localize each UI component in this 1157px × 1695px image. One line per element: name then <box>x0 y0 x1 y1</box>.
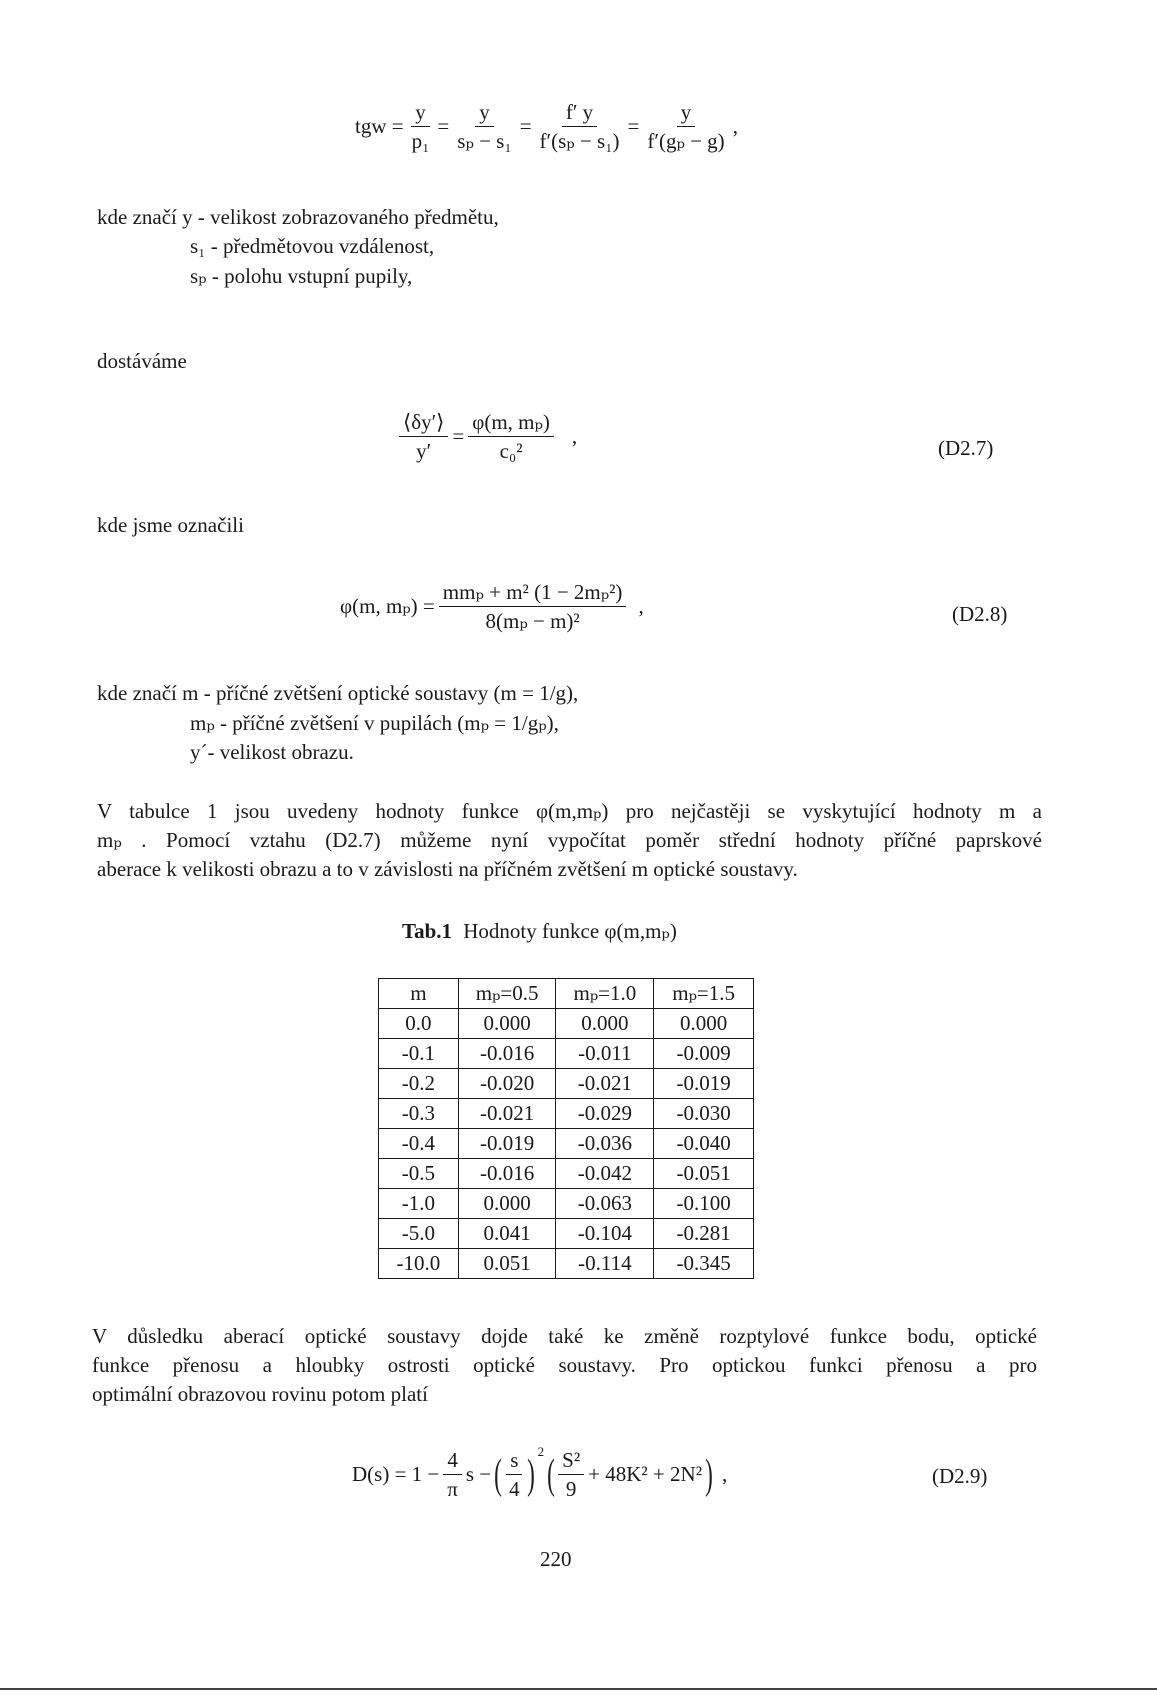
d29-lhs: D(s) = 1 − <box>352 1462 440 1486</box>
fraction <box>439 580 627 633</box>
table-cell: -0.1 <box>379 1039 459 1069</box>
left-paren: ( <box>494 1451 502 1498</box>
table-row <box>379 1009 754 1039</box>
fraction-numerator: y <box>475 100 494 127</box>
where-item: s₁ - předmětovou vzdálenost, <box>190 234 435 258</box>
table-cell: -0.020 <box>458 1069 556 1099</box>
fraction <box>453 100 515 153</box>
where-item: mₚ - příčné zvětšení v pupilách (mₚ = 1/gₚ), <box>190 711 559 735</box>
equation-number: (D2.9) <box>932 1464 988 1488</box>
table-cell: -0.104 <box>556 1219 654 1249</box>
equals-sign: = <box>437 114 450 138</box>
table-row <box>379 1189 754 1219</box>
table-row <box>379 1099 754 1129</box>
fraction-denominator: c₀² <box>499 439 523 463</box>
fraction-denominator: 9 <box>565 1477 577 1501</box>
where-intro: kde značí m - příčné zvětšení optické soustavy (m = 1/g), <box>97 681 579 705</box>
fraction-denominator: p₁ <box>411 129 430 153</box>
table-caption-label: Tab.1 <box>402 919 453 943</box>
table-header-cell: m <box>379 979 459 1009</box>
equation-tgw <box>355 100 738 153</box>
fraction <box>505 1448 524 1501</box>
paragraph-line: V důsledku aberací optické soustavy dojde také ke změně rozptylové funkce bodu, optické <box>92 1324 1037 1348</box>
table-header-cell: mₚ=0.5 <box>458 979 556 1009</box>
table-header-row <box>379 979 754 1009</box>
fraction <box>643 100 728 153</box>
table-cell: -0.042 <box>556 1159 654 1189</box>
oznacili-text: kde jsme označili <box>97 513 244 537</box>
fraction <box>408 100 434 153</box>
fraction <box>558 1448 584 1501</box>
table-cell: -0.021 <box>556 1069 654 1099</box>
d28-lhs: φ(m, mₚ) = <box>340 594 435 618</box>
table-row <box>379 1249 754 1279</box>
table-header-cell: mₚ=1.5 <box>654 979 754 1009</box>
table-cell: -0.019 <box>458 1129 556 1159</box>
paragraph-line: mₚ . Pomocí vztahu (D2.7) můžeme nyní vypočítat poměr střední hodnoty příčné paprskové <box>97 828 1042 852</box>
right-paren: ) <box>705 1451 713 1498</box>
table-cell: -0.5 <box>379 1159 459 1189</box>
fraction-numerator: f′ y <box>562 100 597 127</box>
fraction-denominator: 4 <box>509 1477 520 1501</box>
table-cell: -10.0 <box>379 1249 459 1279</box>
fraction <box>468 410 554 463</box>
paragraph <box>92 1322 1037 1409</box>
table-row <box>379 1129 754 1159</box>
table-cell: -0.029 <box>556 1099 654 1129</box>
fraction-denominator: f′(gₚ − g) <box>647 129 725 153</box>
paragraph-line: funkce přenosu a hloubky ostrosti optické soustavy. Pro optickou funkci přenosu a pro <box>92 1353 1037 1377</box>
table-row <box>379 1069 754 1099</box>
table-cell: -5.0 <box>379 1219 459 1249</box>
fraction <box>399 410 448 463</box>
table-cell: -1.0 <box>379 1189 459 1219</box>
equation-number: (D2.7) <box>938 436 994 460</box>
table-cell: 0.0 <box>379 1009 459 1039</box>
comma: , <box>721 1462 728 1486</box>
page-bottom-edge <box>0 1688 1157 1690</box>
paragraph <box>97 797 1042 884</box>
paragraph-line: V tabulce 1 jsou uvedeny hodnoty funkce φ(m,mₚ) pro nejčastěji se vyskytující hodnoty m a <box>97 799 1042 823</box>
table-cell: -0.040 <box>654 1129 754 1159</box>
fraction-denominator: 8(mₚ − m)² <box>485 609 580 633</box>
table-row <box>379 1159 754 1189</box>
table-cell: -0.011 <box>556 1039 654 1069</box>
page-number: 220 <box>540 1547 572 1571</box>
table-cell: -0.063 <box>556 1189 654 1219</box>
comma: , <box>638 594 644 618</box>
table-cell: -0.019 <box>654 1069 754 1099</box>
fraction-numerator: ⟨δy′⟩ <box>399 410 448 437</box>
dostavame-text: dostáváme <box>97 349 187 373</box>
right-paren: ) <box>526 1451 535 1498</box>
left-paren: ( <box>547 1451 555 1498</box>
table-cell: -0.030 <box>654 1099 754 1129</box>
fraction-denominator: π <box>447 1477 458 1501</box>
table-cell: -0.051 <box>654 1159 754 1189</box>
table-cell: 0.000 <box>556 1009 654 1039</box>
equals-sign: = <box>627 114 640 138</box>
fraction-numerator: 4 <box>443 1448 462 1475</box>
comma: , <box>571 424 578 448</box>
table-cell: 0.000 <box>654 1009 754 1039</box>
exponent: 2 <box>537 1444 545 1459</box>
where-item: y´- velikost obrazu. <box>190 740 354 764</box>
table-cell: -0.016 <box>458 1039 556 1069</box>
table-caption <box>402 916 677 946</box>
fraction-numerator: φ(m, mₚ) <box>468 410 554 437</box>
table-cell: -0.009 <box>654 1039 754 1069</box>
fraction-denominator: sₚ − s₁ <box>457 129 512 153</box>
values-table <box>378 978 754 1279</box>
table-cell: -0.4 <box>379 1129 459 1159</box>
table-cell: -0.345 <box>654 1249 754 1279</box>
equals-sign: = <box>452 424 465 448</box>
equation-d29 <box>352 1444 728 1501</box>
table-header-cell: mₚ=1.0 <box>556 979 654 1009</box>
table-cell: 0.000 <box>458 1189 556 1219</box>
d29-mid: s − <box>465 1462 492 1486</box>
fraction-denominator: f′(sₚ − s₁) <box>539 129 620 153</box>
equals-sign: = <box>519 114 532 138</box>
table-cell: -0.016 <box>458 1159 556 1189</box>
table-cell: 0.000 <box>458 1009 556 1039</box>
table-cell: -0.100 <box>654 1189 754 1219</box>
fraction <box>443 1448 462 1501</box>
table-cell: -0.281 <box>654 1219 754 1249</box>
table-caption-text: Hodnoty funkce φ(m,mₚ) <box>463 919 677 943</box>
table-cell: -0.2 <box>379 1069 459 1099</box>
fraction <box>536 100 624 153</box>
comma: , <box>732 114 738 138</box>
fraction-numerator: S² <box>558 1448 584 1475</box>
d29-rest: + 48K² + 2N² <box>588 1462 702 1486</box>
table-cell: -0.021 <box>458 1099 556 1129</box>
fraction-numerator: y <box>411 100 430 127</box>
fraction-numerator: mmₚ + m² (1 − 2mₚ²) <box>439 580 627 607</box>
table-cell: 0.051 <box>458 1249 556 1279</box>
equation-d27 <box>395 410 577 463</box>
table-cell: 0.041 <box>458 1219 556 1249</box>
fraction-numerator: s <box>506 1448 522 1475</box>
table-row <box>379 1039 754 1069</box>
paragraph-line: optimální obrazovou rovinu potom platí <box>92 1382 428 1406</box>
fraction-numerator: y <box>677 100 696 127</box>
table-cell: -0.114 <box>556 1249 654 1279</box>
table-row <box>379 1219 754 1249</box>
where-item: sₚ - polohu vstupní pupily, <box>190 264 413 288</box>
tgw-lhs: tgw = <box>355 114 404 138</box>
equation-d28 <box>340 580 644 633</box>
table-cell: -0.036 <box>556 1129 654 1159</box>
table-cell: -0.3 <box>379 1099 459 1129</box>
where-intro: kde značí y - velikost zobrazovaného předmětu, <box>97 205 499 229</box>
equation-number: (D2.8) <box>952 602 1008 626</box>
fraction-denominator: y′ <box>416 439 432 463</box>
paragraph-line: aberace k velikosti obrazu a to v závislosti na příčném zvětšení m optické soustavy. <box>97 857 798 881</box>
